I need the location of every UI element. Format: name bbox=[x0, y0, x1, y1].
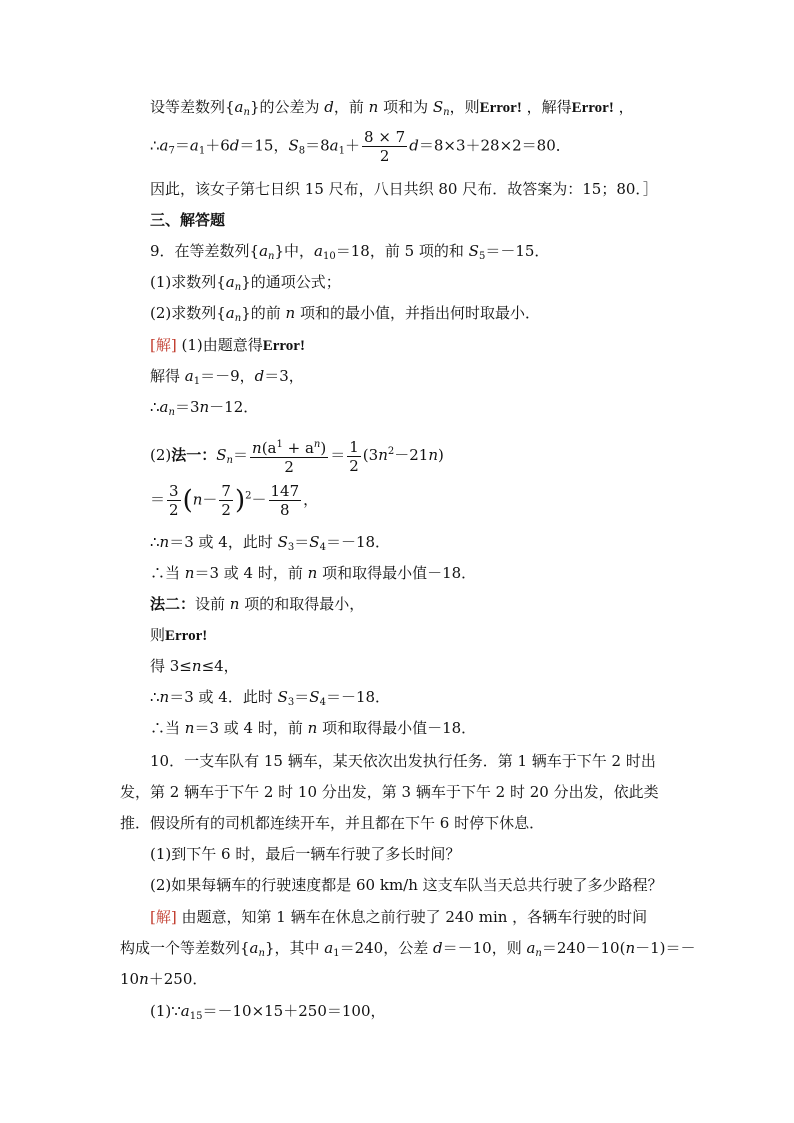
text-span: 则 bbox=[150, 626, 166, 644]
text-span: ＝3 或 4，此时 bbox=[169, 533, 278, 551]
text-span: 法二： bbox=[150, 595, 196, 613]
text-span: 2 bbox=[349, 456, 359, 475]
text-span: 构成一个等差数列{ bbox=[120, 939, 250, 957]
text-span: }的公差为 bbox=[249, 98, 325, 116]
text-span: S bbox=[216, 446, 227, 464]
text-span: － bbox=[202, 490, 218, 509]
text-span: n bbox=[159, 688, 170, 706]
text-span: n bbox=[428, 446, 439, 464]
text-span: (1)∵ bbox=[150, 1002, 181, 1020]
text-span: (a bbox=[261, 439, 277, 457]
text-span: n bbox=[226, 455, 233, 466]
solution-9-line-10 bbox=[150, 655, 239, 677]
text-span: 147 bbox=[270, 482, 300, 500]
text-span: d bbox=[433, 939, 443, 957]
text-span: 项和取得最小值－18． bbox=[317, 719, 477, 737]
text-span: 8 bbox=[298, 145, 306, 157]
text-span: a bbox=[184, 367, 194, 385]
text-span: ＝8 bbox=[305, 136, 330, 155]
text-span: a bbox=[314, 242, 323, 260]
text-span: 1 bbox=[198, 145, 206, 157]
fraction bbox=[219, 482, 233, 519]
text-span: ＝－10×15＋250＝100， bbox=[202, 1002, 386, 1020]
text-span: n bbox=[285, 304, 296, 322]
text-span: a bbox=[159, 398, 169, 416]
text-span: a bbox=[180, 1002, 190, 1020]
solution-10-line-3 bbox=[120, 968, 207, 990]
text-span: a bbox=[329, 136, 339, 155]
section-heading: 三、解答题 bbox=[150, 211, 226, 229]
text-span: 10 bbox=[120, 970, 140, 988]
text-span: n bbox=[168, 407, 175, 418]
text-span: － bbox=[251, 490, 267, 509]
text-span: ∴ bbox=[150, 398, 160, 416]
text-span: －1)＝－ bbox=[635, 939, 696, 957]
solution-line-2 bbox=[150, 128, 571, 165]
text-span: ＝8×3＋28×2＝80． bbox=[418, 136, 571, 155]
text-span: ) bbox=[438, 446, 444, 464]
text-span: n bbox=[184, 564, 195, 582]
text-span: ) bbox=[234, 485, 246, 516]
text-span: d bbox=[324, 98, 334, 116]
text-span: ＝－15． bbox=[485, 242, 550, 260]
text-span: ( bbox=[182, 485, 193, 516]
text-span: ＝15， bbox=[239, 136, 289, 155]
text-span: n bbox=[535, 948, 542, 959]
text-span: S bbox=[288, 136, 299, 155]
text-span: ∴ bbox=[150, 136, 160, 155]
solution-9-line-11 bbox=[150, 686, 390, 714]
text-span: a bbox=[526, 939, 536, 957]
text-span: (1)由题意得 bbox=[176, 336, 263, 354]
text-span: (3 bbox=[362, 446, 379, 464]
text-span: S bbox=[277, 688, 288, 706]
text-span: }的通项公式； bbox=[241, 273, 341, 291]
solution-9-method-1 bbox=[150, 436, 444, 476]
fraction bbox=[362, 128, 407, 165]
fraction bbox=[269, 482, 302, 519]
text-span: 项的和取得最小， bbox=[239, 595, 365, 613]
text-span: ，前 bbox=[333, 98, 369, 116]
solution-tag: [解] bbox=[150, 908, 177, 926]
text-span: 7 bbox=[168, 145, 175, 157]
problem-9-stem bbox=[150, 240, 549, 268]
error-marker: Error! bbox=[165, 628, 208, 644]
text-span: ∴当 bbox=[150, 719, 185, 737]
text-span: ＝3 或 4 时，前 bbox=[194, 564, 308, 582]
solution-9-line-2 bbox=[150, 365, 304, 393]
text-span: 8 × 7 bbox=[364, 128, 406, 146]
text-span: 项和取得最小值－18． bbox=[317, 564, 477, 582]
solution-9-line-3 bbox=[150, 396, 258, 424]
text-span: 由题意，知第 1 辆车在休息之前行驶了 240 min ，各辆车行驶的时间 bbox=[176, 908, 648, 926]
text-span: 1 bbox=[333, 948, 340, 959]
text-span: d bbox=[254, 367, 265, 385]
text-span: ＝240，公差 bbox=[339, 939, 433, 957]
error-marker: Error! bbox=[571, 100, 614, 116]
text-span: ＋ bbox=[345, 136, 361, 155]
text-span: 4 bbox=[319, 542, 326, 553]
text-span: n bbox=[307, 564, 318, 582]
text-span: ＝－9， bbox=[200, 367, 255, 385]
text-span: ＝－10，则 bbox=[442, 939, 527, 957]
text-span: n bbox=[192, 490, 203, 509]
text-span: 5 bbox=[478, 251, 486, 262]
text-span: 3 bbox=[169, 482, 179, 500]
text-span: }的前 bbox=[241, 304, 286, 322]
text-span: (2)求数列{ bbox=[150, 304, 226, 322]
text-span: a bbox=[159, 136, 169, 155]
text-span: ∴ bbox=[150, 688, 160, 706]
text-span: ＝3 或 4．此时 bbox=[169, 688, 278, 706]
text-span: n bbox=[234, 282, 242, 293]
text-span: n bbox=[184, 719, 195, 737]
text-span: 法一： bbox=[171, 446, 217, 464]
text-span: ＝ bbox=[233, 446, 249, 464]
text-span: ＝ bbox=[294, 688, 310, 706]
text-span: n bbox=[307, 719, 318, 737]
text-span: 3 bbox=[287, 697, 295, 708]
text-span: n bbox=[139, 970, 149, 988]
text-span: ＝3 bbox=[174, 398, 200, 416]
text-span: 3 bbox=[287, 542, 295, 553]
text-span: 4 bbox=[319, 697, 326, 708]
text-span: 2 bbox=[379, 147, 390, 165]
error-marker: Error! bbox=[262, 338, 305, 354]
solution-line-1 bbox=[150, 96, 634, 124]
text-span: －12． bbox=[209, 398, 259, 416]
text-span: }，其中 bbox=[264, 939, 325, 957]
problem-10-line-2: 发，第 2 辆车于下午 2 时 10 分出发，第 3 辆车于下午 2 时 20 分出发，依此类 bbox=[120, 783, 659, 801]
text-span: }中， bbox=[274, 242, 315, 260]
text-span: S bbox=[309, 688, 320, 706]
text-span: ＋6 bbox=[205, 136, 230, 155]
text-span: 1 bbox=[338, 145, 345, 157]
text-span: 2 bbox=[169, 501, 179, 519]
solution-10-line-4 bbox=[150, 1000, 386, 1028]
text-span: n bbox=[625, 939, 636, 957]
text-span: ＝ bbox=[294, 533, 310, 551]
text-span: S bbox=[468, 242, 479, 260]
text-span: n bbox=[191, 657, 202, 675]
text-span: ＝18，前 5 项的和 bbox=[335, 242, 469, 260]
solution-9-line-12 bbox=[150, 717, 476, 739]
text-span: n bbox=[258, 948, 265, 959]
text-span: a bbox=[189, 136, 199, 155]
text-span: n bbox=[368, 98, 379, 116]
fraction bbox=[347, 438, 361, 475]
text-span: 9．在等差数列{ bbox=[150, 242, 260, 260]
text-span: n bbox=[443, 107, 450, 118]
text-span: n bbox=[243, 107, 250, 118]
fraction bbox=[250, 436, 328, 476]
solution-9-method-2 bbox=[150, 593, 364, 615]
text-span: n bbox=[159, 533, 170, 551]
problem-10-line-3: 推．假设所有的司机都连续开车，并且都在下午 6 时停下休息． bbox=[120, 814, 545, 832]
text-span: ，则 bbox=[449, 98, 480, 116]
text-span: 设前 bbox=[195, 595, 230, 613]
solution-9-line-7 bbox=[150, 562, 476, 584]
text-span: d bbox=[409, 136, 419, 155]
text-span: ＝3 或 4 时，前 bbox=[194, 719, 308, 737]
text-span: ∴当 bbox=[150, 564, 185, 582]
solution-9-line-1 bbox=[150, 334, 305, 357]
text-span: n bbox=[199, 398, 210, 416]
text-span: ＝－18． bbox=[325, 533, 391, 551]
text-span: ＝3， bbox=[264, 367, 304, 385]
error-marker: Error! bbox=[479, 100, 522, 116]
text-span: n bbox=[268, 251, 275, 262]
problem-10-part-1: (1)到下午 6 时，最后一辆车行驶了多长时间？ bbox=[150, 845, 461, 863]
text-span: ) bbox=[320, 439, 327, 457]
text-span: 设等差数列{ bbox=[150, 98, 235, 116]
text-span: 项和的最小值，并指出何时取最小． bbox=[295, 304, 540, 322]
text-span: ＝ bbox=[174, 136, 190, 155]
text-span: 得 3≤ bbox=[150, 657, 192, 675]
fraction bbox=[167, 482, 181, 519]
text-span: －21 bbox=[394, 446, 429, 464]
text-span: ＝240－10( bbox=[541, 939, 626, 957]
text-span: ，解得 bbox=[521, 98, 572, 116]
text-span: ＝ bbox=[330, 446, 346, 464]
text-span: 1 bbox=[276, 439, 283, 450]
text-span: a bbox=[249, 939, 259, 957]
text-span: n bbox=[252, 439, 262, 457]
text-span: ， bbox=[613, 98, 634, 116]
text-span: n bbox=[234, 313, 242, 324]
text-span: 1 bbox=[193, 376, 201, 387]
solution-9-method-1-cont bbox=[150, 482, 318, 519]
text-span: ＋250． bbox=[148, 970, 208, 988]
text-span: (1)求数列{ bbox=[150, 273, 226, 291]
text-span: n bbox=[313, 439, 321, 450]
text-span: 2 bbox=[221, 501, 231, 519]
text-span: S bbox=[432, 98, 444, 116]
text-span: S bbox=[309, 533, 320, 551]
text-span: 1 bbox=[349, 437, 359, 456]
problem-9-part-1 bbox=[150, 271, 341, 299]
text-span: a bbox=[324, 939, 334, 957]
text-span: ∴ bbox=[150, 533, 160, 551]
text-span: 15 bbox=[189, 1011, 203, 1022]
solution-tag: [解] bbox=[150, 336, 177, 354]
problem-10-part-2: (2)如果每辆车的行驶速度都是 60 km/h 这支车队当天总共行驶了多少路程？ bbox=[150, 876, 663, 894]
text-span: a bbox=[225, 304, 235, 322]
text-span: n bbox=[229, 595, 240, 613]
text-span: n bbox=[378, 446, 388, 464]
text-span: 8 bbox=[280, 501, 290, 519]
text-span: 2 bbox=[245, 490, 252, 502]
text-span: ， bbox=[303, 490, 319, 509]
text-span bbox=[250, 436, 328, 458]
text-span: 7 bbox=[221, 482, 231, 500]
solution-10-line-2 bbox=[120, 937, 696, 965]
text-span: ＝ bbox=[150, 490, 166, 509]
solution-10-line-1 bbox=[150, 906, 647, 928]
problem-10-line-1: 10．一支车队有 15 辆车，某天依次出发执行任务．第 1 辆车于下午 2 时出 bbox=[150, 752, 656, 770]
text-span: 10 bbox=[323, 251, 336, 262]
solution-9-line-9 bbox=[150, 624, 207, 647]
text-span: 解得 bbox=[150, 367, 185, 385]
text-span: a bbox=[225, 273, 235, 291]
text-span: d bbox=[229, 136, 240, 155]
text-span: (2) bbox=[150, 446, 172, 464]
text-span: 2 bbox=[284, 458, 294, 476]
text-span: S bbox=[277, 533, 288, 551]
text-span: + a bbox=[282, 439, 314, 457]
text-span: 2 bbox=[387, 446, 395, 457]
text-span: ≤4， bbox=[201, 657, 239, 675]
text-span: a bbox=[259, 242, 269, 260]
text-span: 项和为 bbox=[378, 98, 433, 116]
solution-line-3: 因此，该女子第七日织 15 尺布，八日共织 80 尺布．故答案为：15；80．］ bbox=[150, 180, 658, 198]
text-span: a bbox=[234, 98, 244, 116]
problem-9-part-2 bbox=[150, 302, 540, 330]
solution-9-line-6 bbox=[150, 531, 390, 559]
text-span: ＝－18． bbox=[325, 688, 391, 706]
